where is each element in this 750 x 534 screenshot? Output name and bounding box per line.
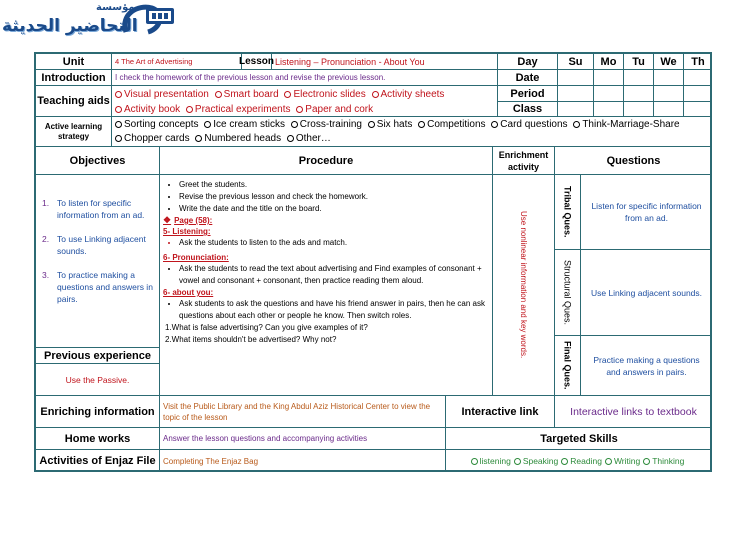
radio-circle-icon [195,135,202,142]
strategy-option[interactable]: Six hats [368,118,413,132]
previous-experience-label: Previous experience [36,348,160,364]
question-text-structural: Use Linking adjacent sounds. [581,250,712,336]
period-cell [654,86,684,102]
lesson-value: Listening – Pronunciation - About You [272,54,498,70]
interactive-link-label: Interactive link [446,396,555,428]
radio-circle-icon [368,121,375,128]
class-cell [624,102,654,117]
logo-emblem-icon [118,2,180,40]
discussion-question-2: 2.What items shouldn't be advertised? Why not? [165,335,337,344]
teaching-aids-label: Teaching aids [36,86,112,117]
pronunciation-heading: 6- Pronunciation: [163,253,229,262]
radio-circle-icon [115,121,122,128]
listening-heading: 5- Listening: [163,227,211,236]
class-cell [558,102,594,117]
enriching-label: Enriching information [36,396,160,428]
question-text-final: Practice making a questions and answers in pairs. [581,336,712,396]
day-th: Th [684,54,712,70]
strategy-option[interactable]: Numbered heads [195,132,281,146]
objectives-header: Objectives [36,147,160,175]
period-cell [558,86,594,102]
about-you-heading: 6- about you: [163,288,214,297]
strategy-option[interactable]: Competitions [418,118,485,132]
radio-circle-icon [296,106,303,113]
skill-option[interactable]: Thinking [643,456,684,466]
radio-circle-icon [287,135,294,142]
strategy-option[interactable]: Other… [287,132,331,146]
day-mo: Mo [594,54,624,70]
day-tu: Tu [624,54,654,70]
objective-item: 2. To use Linking adjacent sounds. [42,234,146,256]
logo-top-text: مؤسسة [96,2,135,13]
discussion-question-1: 1.What is false advertising? Can you give examples of it? [165,323,368,332]
radio-circle-icon [115,135,122,142]
introduction-text: I check the homework of the previous lesson and revise the previous lesson. [112,70,498,86]
strategy-option[interactable]: Card questions [491,118,567,132]
date-cell-tu [624,70,654,86]
aid-option[interactable]: Practical experiments [186,102,291,117]
enrichment-cell [493,175,555,396]
strategy-option[interactable]: Sorting concepts [115,118,199,132]
period-cell [594,86,624,102]
date-cell-we [654,70,684,86]
radio-circle-icon [186,106,193,113]
date-cell-th [684,70,712,86]
strategy-option[interactable]: Ice cream sticks [204,118,285,132]
radio-circle-icon [514,458,521,465]
logo-main-text: التحاضير الحديثة [2,16,138,36]
radio-circle-icon [204,121,211,128]
radio-circle-icon [284,91,291,98]
radio-circle-icon [115,106,122,113]
strategy-option[interactable]: Cross-training [291,118,362,132]
logo [0,0,185,42]
class-cell [654,102,684,117]
radio-circle-icon [561,458,568,465]
strategy-options [112,117,712,147]
objectives-cell [36,175,160,348]
class-cell [684,102,712,117]
pronunciation-steps: • Ask the students to read the text about advertising and Find examples of consonant + vowel and consonant + consonant, then practice reading them aloud. [163,263,488,287]
objective-item: 3. To practice making a questions and answers in pairs. [42,270,153,304]
radio-circle-icon [215,91,222,98]
page-reference: ❖ Page (58): [163,215,213,225]
radio-circle-icon [372,91,379,98]
questions-header: Questions [555,147,712,175]
class-cell [594,102,624,117]
enjaz-label: Activities of Enjaz File [36,450,160,472]
about-you-steps: • Ask students to ask the questions and have his friend answer in pairs, then he can ask questions about each other or people he know. Then switch roles. [163,298,488,322]
diamond-bullet-icon: ❖ [163,215,172,225]
listening-steps [163,237,488,249]
skill-option[interactable]: Writing [605,456,640,466]
class-label: Class [498,102,558,117]
aid-option[interactable]: Activity book [115,102,180,117]
aid-option[interactable]: Visual presentation [115,87,209,102]
teaching-aids-options [112,86,498,117]
strategy-option[interactable]: Think-Marriage-Share [573,118,679,132]
targeted-skills-label: Targeted Skills [446,428,712,450]
day-we: We [654,54,684,70]
question-type-tribal: Tribal Ques. [555,175,581,250]
objective-item: 1. To listen for specific information from an ad. [42,198,145,220]
period-cell [684,86,712,102]
skills-options [446,450,712,472]
radio-circle-icon [418,121,425,128]
enrichment-text: Use nonlinear information and key words. [519,211,528,359]
procedure-cell [160,175,493,396]
date-label: Date [498,70,558,86]
aid-option[interactable]: Activity sheets [372,87,445,102]
aid-option[interactable]: Paper and cork [296,102,373,117]
enriching-text: Visit the Public Library and the King Abdul Aziz Historical Center to view the topic of the lesson [160,396,446,428]
radio-circle-icon [471,458,478,465]
interactive-link[interactable]: Interactive links to textbook [555,396,712,428]
radio-circle-icon [491,121,498,128]
skill-option[interactable]: Reading [561,456,602,466]
aid-option[interactable]: Smart board [215,87,279,102]
radio-circle-icon [291,121,298,128]
lesson-plan-table [34,52,712,472]
procedure-header: Procedure [160,147,493,175]
introduction-label: Introduction [36,70,112,86]
homework-label: Home works [36,428,160,450]
radio-circle-icon [605,458,612,465]
period-cell [624,86,654,102]
radio-circle-icon [573,121,580,128]
strategy-option[interactable]: Chopper cards [115,132,190,146]
unit-value: 4 The Art of Advertising [112,54,242,70]
previous-experience-value: Use the Passive. [36,364,160,396]
aid-option[interactable]: Electronic slides [284,87,365,102]
question-type-final: Final Ques. [555,336,581,396]
skill-option[interactable]: listening [471,456,511,466]
strategy-label: Active learning strategy [36,117,112,147]
radio-circle-icon [643,458,650,465]
period-label: Period [498,86,558,102]
day-su: Su [558,54,594,70]
unit-label: Unit [36,54,112,70]
radio-circle-icon [115,91,122,98]
day-label: Day [498,54,558,70]
question-type-structural: Structural Ques. [555,250,581,336]
question-text-tribal: Listen for specific information from an ad. [581,175,712,250]
skill-option[interactable]: Speaking [514,456,558,466]
date-cell-su [558,70,594,86]
lesson-label: Lesson [242,54,272,70]
enjaz-text: Completing The Enjaz Bag [160,450,446,472]
date-cell-mo [594,70,624,86]
homework-text: Answer the lesson questions and accompanying activities [160,428,446,450]
intro-steps: • Greet the students. • Revise the previous lesson and check the homework. • Write the date and the title on the board. [163,179,488,215]
enrichment-header: Enrichment activity [493,147,555,175]
listening-step: • Ask the students to listen to the ads and match. [179,237,488,249]
